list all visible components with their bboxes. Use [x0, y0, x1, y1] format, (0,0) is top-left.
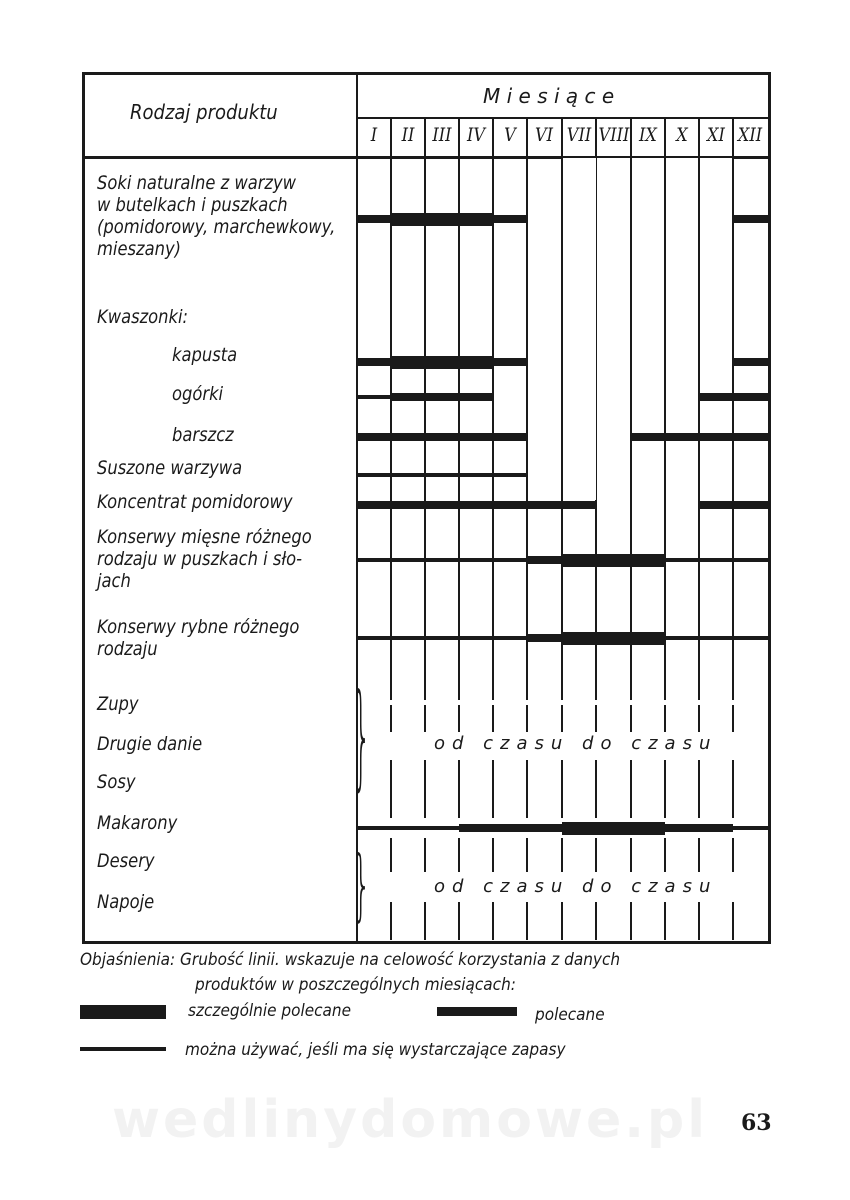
month-column-line — [492, 838, 494, 872]
month-column-line — [390, 157, 392, 700]
usage-bar — [527, 556, 562, 564]
product-label-kwaszonki: Kwaszonki: — [97, 306, 189, 328]
product-label-sosy: Sosy — [97, 771, 136, 793]
month-column-line — [664, 705, 666, 732]
month-column-line — [458, 705, 460, 732]
page-number: 63 — [741, 1110, 772, 1136]
month-column-line — [561, 838, 563, 872]
usage-bar — [665, 636, 768, 640]
usage-bar — [357, 395, 391, 399]
month-column-line — [732, 760, 734, 818]
empty-cell — [700, 158, 732, 398]
usage-bar — [733, 358, 768, 366]
usage-bar — [357, 826, 459, 830]
usage-bar — [733, 215, 768, 223]
month-column-line — [630, 838, 632, 872]
usage-bar — [357, 558, 527, 562]
usage-bar — [665, 824, 733, 832]
month-column-line — [595, 760, 597, 818]
product-label-barszcz: barszcz — [172, 424, 234, 446]
product-label-zupy: Zupy — [97, 693, 139, 715]
month-column-line — [595, 838, 597, 872]
month-label-4: IV — [466, 124, 486, 146]
month-header-divider — [492, 117, 494, 157]
month-column-line — [664, 838, 666, 872]
product-label-koncentrat: Koncentrat pomidorowy — [97, 491, 293, 513]
month-label-11: XI — [707, 124, 725, 146]
month-label-7: VII — [566, 124, 592, 146]
product-label-drugie-danie: Drugie danie — [97, 733, 203, 755]
legend-medium-swatch — [437, 1007, 517, 1016]
month-header-divider — [698, 117, 700, 157]
month-column-line — [424, 760, 426, 818]
legend-line-1: Objaśnienia: Grubość linii. wskazuje na celowość korzystania z danych — [80, 950, 621, 970]
month-column-line — [492, 705, 494, 732]
month-column-line — [664, 902, 666, 940]
empty-cell — [597, 158, 630, 540]
month-column-line — [732, 705, 734, 732]
brace-1-icon: } — [352, 670, 372, 804]
month-column-line — [630, 705, 632, 732]
usage-bar — [562, 632, 665, 645]
month-header-divider — [424, 117, 426, 157]
product-label-makarony: Makarony — [97, 812, 178, 834]
product-label-suszone: Suszone warzywa — [97, 457, 243, 479]
legend-strong-swatch — [80, 1005, 166, 1019]
usage-bar — [357, 433, 527, 441]
usage-bar — [631, 433, 768, 441]
month-column-line — [561, 760, 563, 818]
month-column-line — [526, 902, 528, 940]
usage-bar — [357, 501, 596, 509]
month-label-3: III — [432, 124, 452, 146]
product-label-soki: Soki naturalne z warzyw w butelkach i puszkach (pomidorowy, marchewkowy, mieszany) — [97, 172, 336, 260]
month-column-line — [630, 902, 632, 940]
month-column-line — [492, 902, 494, 940]
month-column-line — [526, 705, 528, 732]
usage-bar — [699, 393, 768, 401]
product-label-konserwy-rybne: Konserwy rybne różnego rodzaju — [97, 616, 300, 660]
month-label-9: IX — [639, 124, 657, 146]
usage-bar — [357, 473, 527, 477]
usage-bar — [391, 393, 493, 401]
month-header-divider — [390, 117, 392, 157]
month-column-line — [458, 838, 460, 872]
usage-bar — [665, 558, 768, 562]
usage-bar — [562, 554, 665, 567]
empty-cell — [734, 230, 767, 364]
month-column-line — [698, 902, 700, 940]
legend-strong-label: szczególnie polecane — [188, 1001, 352, 1021]
product-column-header: Rodzaj produktu — [130, 100, 278, 124]
month-label-10: X — [676, 124, 688, 146]
product-label-ogorki: ogórki — [172, 383, 224, 405]
brace-2-icon: } — [352, 839, 372, 931]
empty-cell — [666, 158, 698, 432]
month-column-line — [492, 157, 494, 700]
month-column-line — [526, 760, 528, 818]
month-column-line — [630, 760, 632, 818]
usage-bar — [493, 215, 527, 223]
usage-bar — [699, 501, 768, 509]
usage-bar — [391, 356, 493, 369]
month-column-line — [424, 705, 426, 732]
legend-medium-label: polecane — [535, 1005, 605, 1025]
empty-cell — [563, 158, 596, 500]
month-header-divider — [732, 117, 734, 157]
usage-bar — [357, 636, 527, 640]
empty-cell — [666, 450, 698, 500]
month-header-divider — [630, 117, 632, 157]
empty-cell — [632, 158, 664, 432]
usage-bar — [493, 358, 527, 366]
month-label-2: II — [401, 124, 415, 146]
month-column-line — [698, 705, 700, 732]
empty-cell — [528, 231, 561, 502]
usage-bar — [391, 213, 493, 226]
month-column-line — [526, 838, 528, 872]
month-column-line — [664, 760, 666, 818]
month-column-line — [390, 838, 392, 872]
month-column-line — [732, 838, 734, 872]
product-label-kapusta: kapusta — [172, 344, 238, 366]
month-column-line — [458, 760, 460, 818]
month-column-line — [698, 760, 700, 818]
product-label-napoje: Napoje — [97, 891, 155, 913]
month-label-5: V — [504, 124, 516, 146]
month-column-line — [595, 705, 597, 732]
month-column-line — [390, 902, 392, 940]
month-column-line — [561, 902, 563, 940]
month-column-line — [390, 760, 392, 818]
month-header-divider — [595, 117, 597, 157]
occasional-note-1: od czasu do czasu — [434, 733, 718, 754]
usage-bar — [357, 215, 391, 223]
usage-bar — [357, 358, 391, 366]
month-label-12: XII — [737, 124, 763, 146]
product-label-desery: Desery — [97, 850, 155, 872]
occasional-note-2: od czasu do czasu — [434, 876, 718, 897]
months-header: M i e s i ą c e — [483, 84, 615, 108]
month-header-divider — [561, 117, 563, 157]
month-label-6: VI — [534, 124, 554, 146]
month-label-8: VIII — [598, 124, 630, 146]
month-column-line — [595, 902, 597, 940]
legend-weak-swatch — [80, 1047, 166, 1051]
month-column-line — [390, 705, 392, 732]
month-column-line — [492, 760, 494, 818]
usage-bar — [733, 826, 768, 830]
month-header-divider — [664, 117, 666, 157]
month-column-line — [561, 705, 563, 732]
usage-bar — [527, 634, 562, 642]
product-label-konserwy-miesne: Konserwy mięsne różnego rodzaju w puszkach i sło- jach — [97, 526, 312, 592]
usage-bar — [459, 824, 562, 832]
month-column-line — [424, 838, 426, 872]
month-column-line — [458, 157, 460, 700]
usage-bar — [562, 822, 665, 835]
month-header-divider — [458, 117, 460, 157]
month-label-1: I — [370, 124, 378, 146]
month-header-divider — [526, 117, 528, 157]
months-title-divider — [357, 117, 769, 119]
month-column-line — [732, 902, 734, 940]
month-column-line — [424, 902, 426, 940]
month-column-line — [698, 838, 700, 872]
month-column-line — [424, 157, 426, 700]
month-column-line — [458, 902, 460, 940]
legend-weak-label: można używać, jeśli ma się wystarczające zapasy — [185, 1040, 566, 1060]
watermark: wedlinydomowe.pl — [112, 1090, 709, 1150]
legend-line-2: produktów w poszczególnych miesiącach: — [195, 975, 516, 995]
